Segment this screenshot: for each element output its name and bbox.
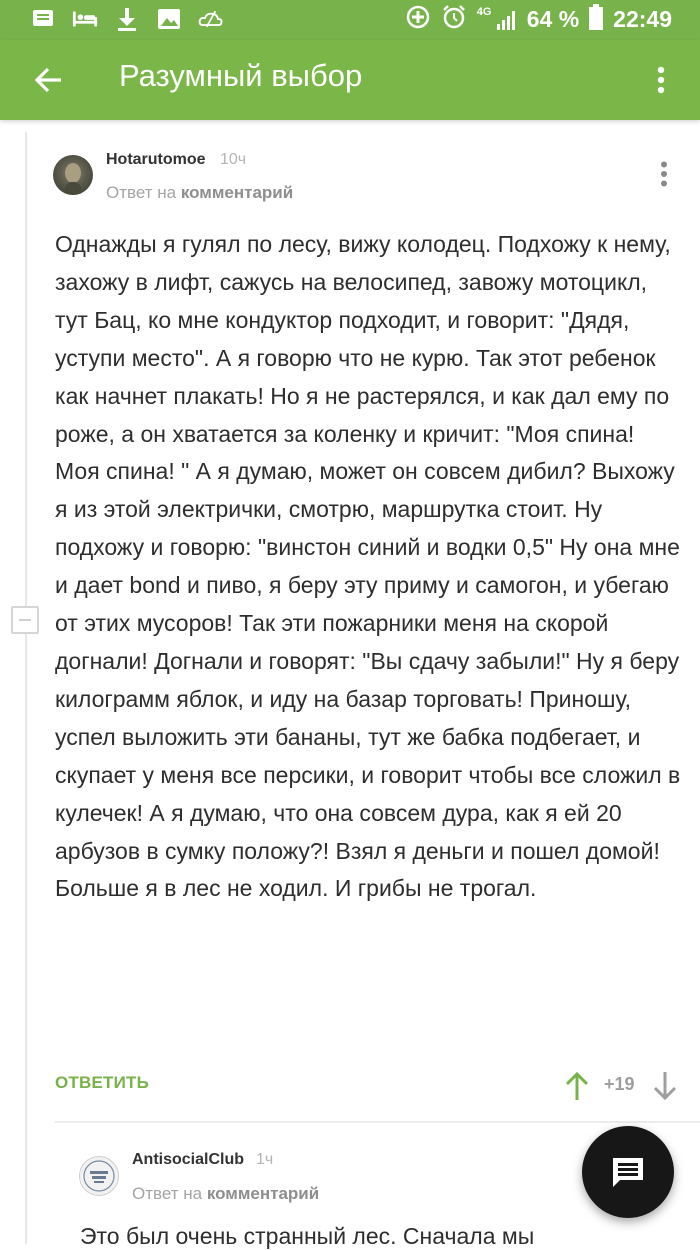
arrow-left-icon [33, 66, 63, 94]
system-status [405, 4, 672, 35]
app-bar [0, 40, 700, 120]
battery-icon [589, 4, 603, 35]
comment-icon [610, 1155, 646, 1189]
collapse-thread-button[interactable] [11, 606, 39, 634]
downvote-button[interactable] [651, 1070, 679, 1102]
reply-to-link[interactable]: комментарий [206, 1184, 320, 1203]
comment-text: Однажды я гулял по лесу, вижу колодец. Подхожу к нему, захожу в лифт, сажусь на велосипед, завожу мотоцикл, тут Бац, ко мне кондуктор подходит, и говорит: "Дядя, уступи место". А я говорю что не курю. Так этот ребенок как начнет плакать! Но я не растерялся, и как дал ему по роже, а он хватается за коленку и кричит: "Моя спина! Моя спина! " А я думаю, может он совсем дибил? Выхожу я из этой электрички, смотрю, маршрутка стоит. Ну подхожу и говорю: "винстон синий и водки 0,5" Ну она мне и дает bond и пиво, я беру эту приму и самогон, и убегаю от этих мусоров! Так эти пожарники меня на скорой догнали! Догнали и говорят: "Вы сдачу забыли!" Ну я беру килограмм яблок, и иду на базар торговать! Приношу, успел выложить эти бананы, тут же бабка подбегает, и скупает у меня все персики, и говорит чтобы все сложил в кулечек! А я думаю, что она совсем дура, как я ей 20 арбузов в сумку положу?! Взял я деньги и пошел домой! Больше я в лес не ходил. И грибы не трогал. [55, 231, 681, 902]
reply-time: 1ч [256, 1151, 274, 1168]
back-button[interactable] [26, 58, 70, 102]
reply-text: Это был очень странный лес. Сначала мы [80, 1223, 535, 1249]
notification-icons [30, 6, 224, 32]
overflow-menu-button[interactable] [646, 58, 676, 102]
data-saver-icon [405, 4, 431, 35]
alarm-icon [441, 4, 467, 35]
thread-line [25, 132, 27, 1244]
reply-to-label [132, 1184, 319, 1204]
more-vertical-icon [657, 66, 665, 94]
clock: 22:49 [613, 6, 672, 32]
avatar[interactable] [79, 1156, 119, 1196]
reply-author[interactable]: AntisocialClub [132, 1151, 245, 1168]
reply-to-prefix: Ответ на [132, 1184, 203, 1203]
rating-value: +19 [604, 1074, 635, 1094]
comment-menu-button[interactable] [652, 158, 676, 190]
avatar[interactable] [53, 155, 93, 195]
reply-to-prefix: Ответ на [106, 183, 177, 202]
upvote-button[interactable] [563, 1070, 591, 1102]
reply-button[interactable]: ОТВЕТИТЬ [55, 1073, 150, 1092]
divider [55, 1121, 700, 1123]
arrow-down-icon [651, 1070, 679, 1102]
download-icon [114, 6, 140, 32]
network-type: 4G [476, 5, 492, 18]
signal-icon [477, 6, 517, 34]
comment-time: 10ч [220, 151, 247, 168]
image-icon [156, 6, 182, 32]
reply-to-label [106, 183, 293, 203]
comment-author[interactable]: Hotarutomoe [106, 151, 206, 168]
more-vertical-icon [660, 161, 668, 187]
status-bar [0, 0, 700, 40]
message-icon [30, 6, 56, 32]
arrow-up-icon [563, 1070, 591, 1102]
page-title: Разумный выбор [119, 58, 363, 93]
reply-to-link[interactable]: комментарий [180, 183, 294, 202]
bed-icon [72, 6, 98, 32]
battery-percent: 64 % [526, 6, 580, 32]
cloud-icon [198, 6, 224, 32]
write-comment-button[interactable] [582, 1126, 674, 1218]
